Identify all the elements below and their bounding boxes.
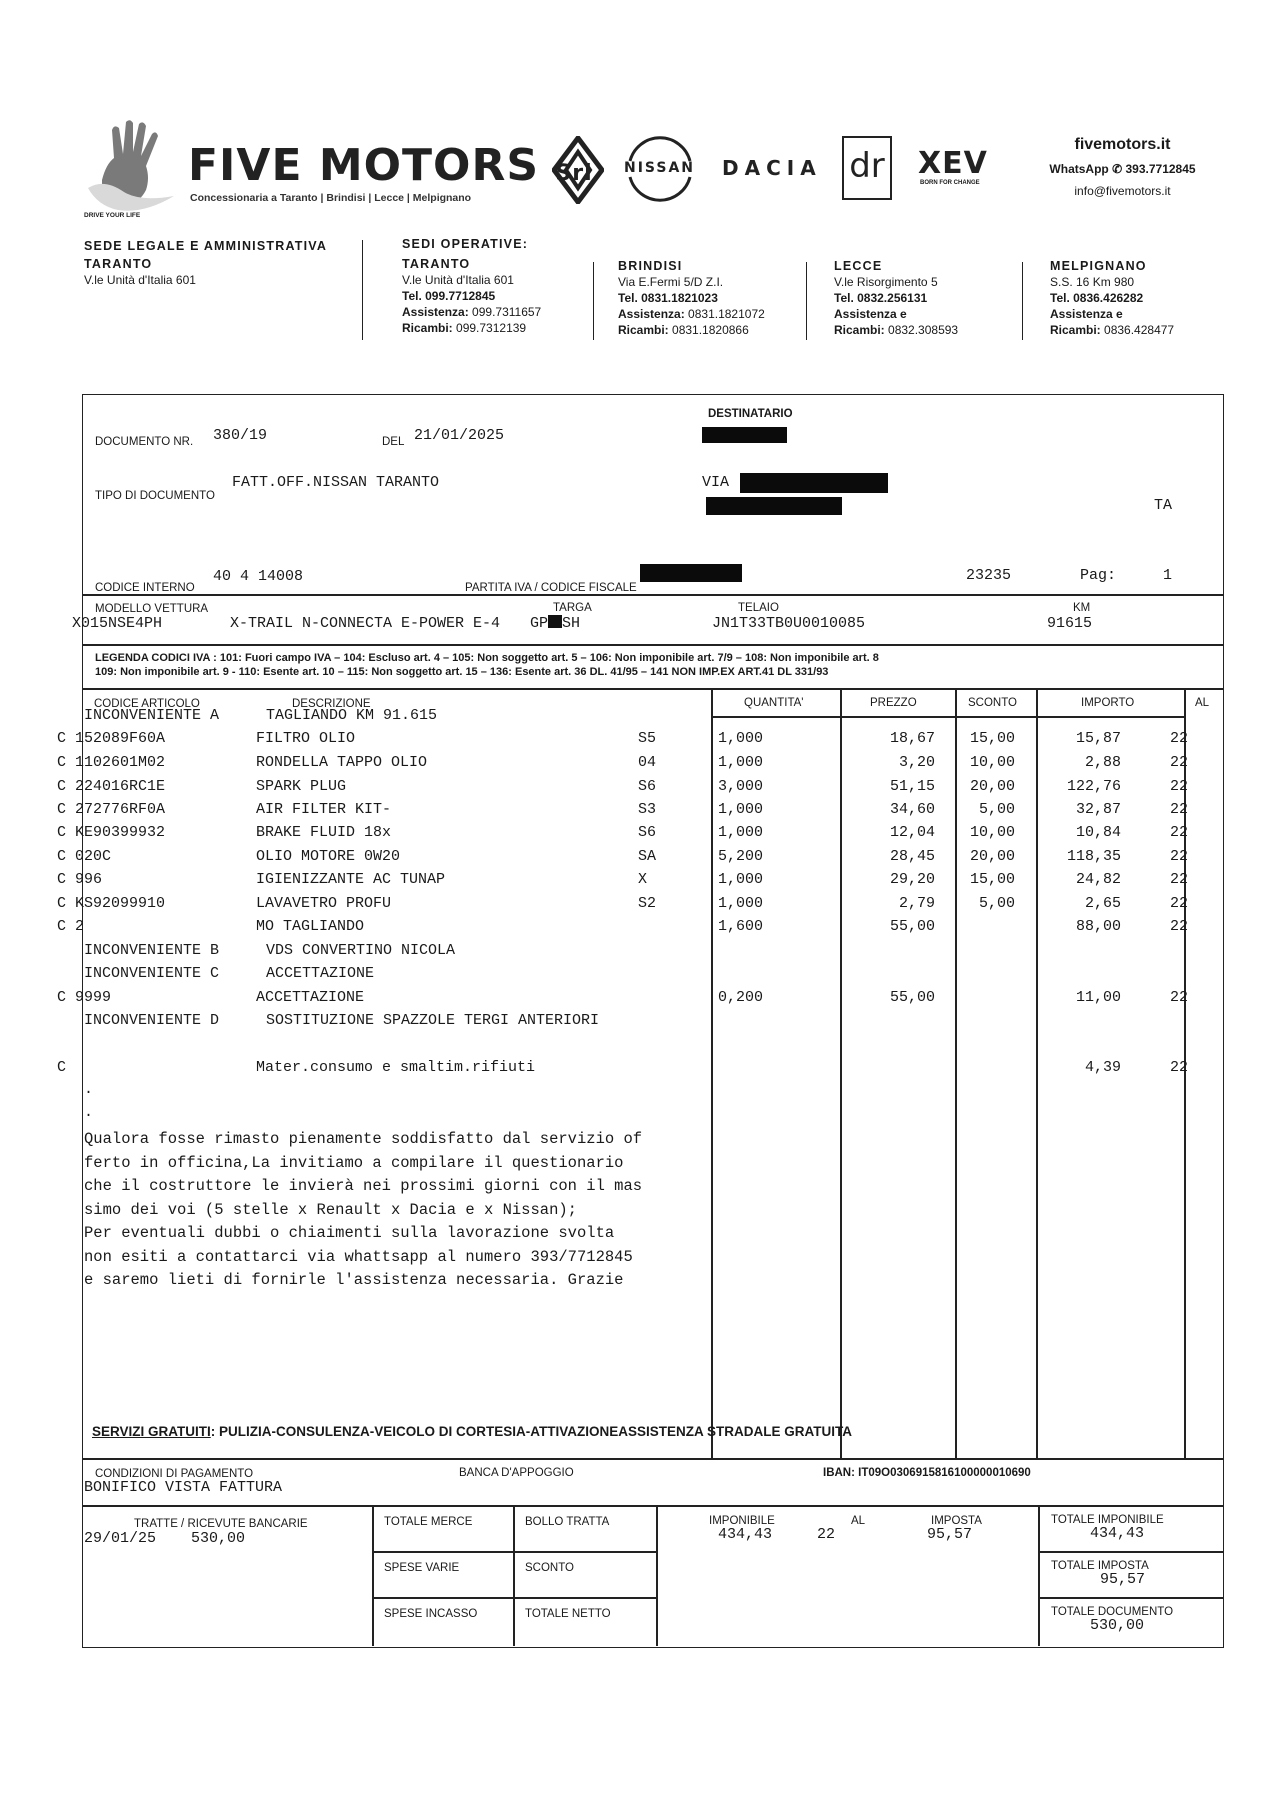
col-descrizione: DESCRIZIONE — [292, 698, 371, 710]
row-amount: 32,87 — [1075, 801, 1121, 818]
dr-logo — [842, 136, 892, 200]
al: 22 — [817, 1526, 836, 1543]
row-amount: 11,00 — [1075, 989, 1121, 1006]
row-discount: 5,00 — [978, 895, 1015, 912]
row-code: 224016RC1E — [75, 778, 166, 795]
customer-note: Qualora fosse rimasto pienamente soddisfatto dal servizio of ferto in officina,La invitiamo a compilare il questionario che il costruttore le invierà nei prossimi giorni con il mas simo dei voi (5 stelle x Renault x Dacia e x Nissan); Per eventuali dubbi o chiaimenti sulla lavorazione svolta non esiti a contattarci via whattsapp al numero 393/7712845 e saremo lieti di fornirle l'assistenza necessaria. Grazie — [84, 1130, 643, 1289]
targa-part-a: GP — [530, 615, 549, 632]
row-price: 18,67 — [889, 730, 935, 747]
lecce-city: LECCE — [834, 259, 883, 273]
servizi-gratuiti — [92, 1424, 852, 1439]
modello-code: X015NSE4PH — [72, 615, 163, 632]
lecce-address: V.le Risorgimento 5 — [834, 275, 938, 289]
motto: DRIVE YOUR LIFE — [84, 212, 141, 219]
row-price: 28,45 — [889, 848, 935, 865]
imposta: 95,57 — [927, 1526, 973, 1543]
modello-desc: X-TRAIL N-CONNECTA E-POWER E-4 — [230, 615, 501, 632]
codice-interno-label: CODICE INTERNO — [95, 582, 195, 594]
taranto-assist-label: Assistenza: — [402, 305, 469, 319]
row-code: 1102601M02 — [75, 754, 166, 771]
taranto-city: TARANTO — [402, 257, 471, 271]
row-desc: SPARK PLUG — [256, 778, 347, 795]
piva-label: PARTITA IVA / CODICE FISCALE — [465, 582, 637, 594]
row-price: 34,60 — [889, 801, 935, 818]
row-discount: 20,00 — [969, 848, 1015, 865]
destinatario-label: DESTINATARIO — [708, 408, 793, 420]
redaction — [702, 427, 787, 443]
company-name — [188, 140, 593, 191]
redaction — [740, 473, 888, 493]
doc-nr-label: DOCUMENTO NR. — [95, 436, 194, 448]
row-flag: C — [57, 871, 67, 888]
tratte-amount: 530,00 — [191, 1530, 246, 1547]
km-label: KM — [1073, 602, 1091, 614]
legend-line-2: 109: Non imponibile art. 9 - 110: Esente art. 10 – 115: Non soggetto art. 15 – 136: Esente art. 36 DL. 41/95 – 141 NON IMP.EX ART.41 DL 331/93 — [95, 666, 829, 678]
melpignano-city: MELPIGNANO — [1050, 259, 1147, 273]
row-al: 22 — [1170, 871, 1189, 888]
lecce-assist-label: Assistenza e — [834, 307, 907, 321]
imposta-label: IMPOSTA — [931, 1515, 982, 1527]
redaction — [548, 615, 562, 628]
whatsapp-label: WhatsApp — [1049, 162, 1109, 176]
row-desc: MO TAGLIANDO — [256, 918, 365, 935]
totale-documento-label: TOTALE DOCUMENTO — [1051, 1606, 1174, 1618]
row-flag: C — [57, 1059, 67, 1076]
tipo-label: TIPO DI DOCUMENTO — [95, 490, 215, 502]
row-desc: FILTRO OLIO — [256, 730, 356, 747]
row-iva: 04 — [638, 754, 657, 771]
doc-nr: 380/19 — [213, 427, 268, 444]
row-qty: 1,000 — [718, 754, 764, 771]
totale-imponibile-label: TOTALE IMPONIBILE — [1051, 1514, 1164, 1526]
row-amount: 15,87 — [1075, 730, 1121, 747]
row-qty: 5,200 — [718, 848, 764, 865]
row-iva: SA — [638, 848, 657, 865]
row-flag: C — [57, 918, 67, 935]
note-dot-2: . — [84, 1104, 94, 1121]
row-code: 9999 — [75, 989, 112, 1006]
office-melpignano — [1050, 258, 1174, 338]
condizioni: BONIFICO VISTA FATTURA — [84, 1479, 283, 1496]
row-qty: 3,000 — [718, 778, 764, 795]
row-amount: 4,39 — [1084, 1059, 1121, 1076]
dr-text: dr — [849, 146, 885, 186]
note-dot-1: . — [84, 1081, 94, 1098]
doc-date: 21/01/2025 — [414, 427, 505, 444]
row-price: 51,15 — [889, 778, 935, 795]
inconveniente-c: INCONVENIENTE C — [84, 965, 220, 982]
row-al: 22 — [1170, 824, 1189, 841]
row-amount: 2,65 — [1084, 895, 1121, 912]
row-flag: C — [57, 801, 67, 818]
row-desc: ACCETTAZIONE — [256, 989, 365, 1006]
taranto-tel: Tel. 099.7712845 — [402, 289, 496, 303]
row-code: 152089F60A — [75, 730, 166, 747]
row-discount: 15,00 — [969, 730, 1015, 747]
col-al: AL — [1195, 697, 1210, 709]
row-amount: 118,35 — [1066, 848, 1121, 865]
row-amount: 24,82 — [1075, 871, 1121, 888]
row-code: 996 — [75, 871, 103, 888]
inconveniente-b: INCONVENIENTE B — [84, 942, 220, 959]
row-iva: S6 — [638, 778, 657, 795]
row-price: 55,00 — [889, 918, 935, 935]
inconveniente-a: INCONVENIENTE A — [84, 707, 220, 724]
iban-label: IBAN: — [823, 1467, 855, 1479]
row-al: 22 — [1170, 848, 1189, 865]
brindisi-assist-label: Assistenza: — [618, 307, 685, 321]
al-label: AL — [851, 1515, 866, 1527]
row-flag: C — [57, 989, 67, 1006]
office-brindisi — [618, 258, 765, 338]
row-amount: 122,76 — [1066, 778, 1121, 795]
modello-label: MODELLO VETTURA — [95, 603, 209, 615]
targa — [530, 615, 580, 632]
email-link[interactable]: info@fivemotors.it — [1074, 184, 1171, 198]
melpignano-ricambi-label: Ricambi: — [1050, 323, 1101, 337]
row-amount: 2,88 — [1084, 754, 1121, 771]
row-iva: S5 — [638, 730, 657, 747]
tratte-label: TRATTE / RICEVUTE BANCARIE — [134, 1518, 308, 1530]
servizi-text: : PULIZIA-CONSULENZA-VEICOLO DI CORTESIA-ATTIVAZIONEASSISTENZA STRADALE GRATUITA — [210, 1424, 852, 1439]
imponibile: 434,43 — [718, 1526, 773, 1543]
brindisi-ricambi-label: Ricambi: — [618, 323, 669, 337]
row-qty: 1,600 — [718, 918, 764, 935]
totale-imponibile: 434,43 — [1090, 1525, 1145, 1542]
row-flag: C — [57, 778, 67, 795]
taranto-ricambi-label: Ricambi: — [402, 321, 453, 335]
company-suffix: Srl — [555, 161, 593, 186]
row-desc: OLIO MOTORE 0W20 — [256, 848, 401, 865]
row-iva: X — [638, 871, 648, 888]
office-legal — [84, 238, 327, 288]
row-desc: IGIENIZZANTE AC TUNAP — [256, 871, 446, 888]
renault-logo-icon — [552, 136, 604, 204]
row-iva: S2 — [638, 895, 657, 912]
totale-imposta-label: TOTALE IMPOSTA — [1051, 1560, 1149, 1572]
sconto-label: SCONTO — [525, 1562, 574, 1574]
melpignano-tel: Tel. 0836.426282 — [1050, 291, 1144, 305]
row-desc: LAVAVETRO PROFU — [256, 895, 392, 912]
row-qty: 1,000 — [718, 824, 764, 841]
row-price: 3,20 — [898, 754, 935, 771]
tagline: Concessionaria a Taranto | Brindisi | Lecce | Melpignano — [190, 192, 472, 204]
website-link[interactable]: fivemotors.it — [1074, 136, 1171, 153]
col-prezzo: PREZZO — [870, 697, 917, 709]
row-code: 272776RF0A — [75, 801, 166, 818]
legal-city: TARANTO — [84, 257, 153, 271]
col-importo: IMPORTO — [1081, 697, 1135, 709]
col-sconto: SCONTO — [968, 697, 1017, 709]
brindisi-address: Via E.Fermi 5/D Z.I. — [618, 275, 724, 289]
targa-part-b: SH — [562, 615, 581, 632]
province: TA — [1154, 497, 1173, 514]
inconveniente-c-desc: ACCETTAZIONE — [266, 965, 375, 982]
iban — [823, 1467, 1031, 1479]
tipo-documento: FATT.OFF.NISSAN TARANTO — [232, 474, 440, 491]
row-flag: C — [57, 754, 67, 771]
spese-incasso-label: SPESE INCASSO — [384, 1608, 478, 1620]
imponibile-label: IMPONIBILE — [709, 1515, 775, 1527]
row-amount: 10,84 — [1075, 824, 1121, 841]
row-al: 22 — [1170, 1059, 1189, 1076]
inconveniente-b-desc: VDS CONVERTINO NICOLA — [266, 942, 456, 959]
row-desc: RONDELLA TAPPO OLIO — [256, 754, 428, 771]
redaction — [640, 564, 742, 582]
melpignano-ricambi: 0836.428477 — [1104, 323, 1175, 337]
del-label: DEL — [382, 436, 405, 448]
cap: 23235 — [966, 567, 1012, 584]
office-lecce — [834, 258, 958, 338]
row-price: 29,20 — [889, 871, 935, 888]
row-discount: 5,00 — [978, 801, 1015, 818]
row-code: 2 — [75, 918, 85, 935]
totale-netto-label: TOTALE NETTO — [525, 1608, 611, 1620]
whatsapp-number: 393.7712845 — [1125, 162, 1196, 176]
row-code: KE90399932 — [75, 824, 166, 841]
row-al: 22 — [1170, 778, 1189, 795]
servizi-label: SERVIZI GRATUITI — [92, 1424, 211, 1439]
row-al: 22 — [1170, 918, 1189, 935]
row-qty: 1,000 — [718, 730, 764, 747]
legend-line-1: LEGENDA CODICI IVA : 101: Fuori campo IVA – 104: Escluso art. 4 – 105: Non soggetto art. 5 – 106: Non imponibile art. 7/9 – 108: Non imponibile art. 8 — [95, 652, 879, 664]
redaction — [706, 497, 842, 515]
melpignano-assist-label: Assistenza e — [1050, 307, 1123, 321]
brindisi-assist: 0831.1821072 — [688, 307, 765, 321]
col-quantita: QUANTITA' — [744, 697, 804, 709]
row-qty: 1,000 — [718, 895, 764, 912]
row-price: 55,00 — [889, 989, 935, 1006]
pag-label: Pag: — [1080, 567, 1117, 584]
iban-value: IT09O0306915816100000010690 — [858, 1467, 1031, 1479]
row-al: 22 — [1170, 801, 1189, 818]
row-desc: AIR FILTER KIT- — [256, 801, 392, 818]
whatsapp-icon: ✆ — [1112, 162, 1123, 176]
row-code: KS92099910 — [75, 895, 166, 912]
row-al: 22 — [1170, 895, 1189, 912]
condizioni-label: CONDIZIONI DI PAGAMENTO — [95, 1468, 254, 1480]
nissan-text: NISSAN — [624, 160, 696, 176]
row-code: 020C — [75, 848, 112, 865]
row-discount: 10,00 — [969, 824, 1015, 841]
row-iva: S3 — [638, 801, 657, 818]
row-desc: Mater.consumo e smaltim.rifiuti — [256, 1059, 536, 1076]
legal-title: SEDE LEGALE E AMMINISTRATIVA — [84, 239, 328, 253]
contacts — [1030, 136, 1215, 198]
taranto-ricambi: 099.7312139 — [456, 321, 527, 335]
brindisi-ricambi: 0831.1820866 — [672, 323, 749, 337]
row-amount: 88,00 — [1075, 918, 1121, 935]
totale-merce-label: TOTALE MERCE — [384, 1516, 473, 1528]
pag: 1 — [1163, 567, 1173, 584]
row-discount: 20,00 — [969, 778, 1015, 795]
row-qty: 1,000 — [718, 871, 764, 888]
row-discount: 15,00 — [969, 871, 1015, 888]
taranto-address: V.le Unità d'Italia 601 — [402, 273, 514, 287]
brindisi-tel: Tel. 0831.1821023 — [618, 291, 718, 305]
inconveniente-a-desc: TAGLIANDO KM 91.615 — [266, 707, 438, 724]
row-discount: 10,00 — [969, 754, 1015, 771]
col-codice: CODICE ARTICOLO — [94, 698, 200, 710]
lecce-ricambi: 0832.308593 — [888, 323, 959, 337]
lecce-tel: Tel. 0832.256131 — [834, 291, 928, 305]
row-desc: BRAKE FLUID 18x — [256, 824, 392, 841]
row-price: 12,04 — [889, 824, 935, 841]
whatsapp[interactable] — [1030, 162, 1215, 176]
operative-title: SEDI OPERATIVE: — [402, 237, 529, 251]
brindisi-city: BRINDISI — [618, 259, 683, 273]
row-al: 22 — [1170, 754, 1189, 771]
row-iva: S6 — [638, 824, 657, 841]
row-flag: C — [57, 824, 67, 841]
taranto-assist: 099.7311657 — [472, 305, 542, 319]
xev-motto: BORN FOR CHANGE — [920, 180, 980, 186]
banca-label: BANCA D'APPOGGIO — [459, 1467, 574, 1479]
telaio-label: TELAIO — [738, 602, 779, 614]
via-label: VIA — [702, 474, 730, 491]
hand-logo-icon — [84, 118, 184, 218]
spese-varie-label: SPESE VARIE — [384, 1562, 460, 1574]
xev-text: XEV — [918, 146, 988, 181]
totale-documento: 530,00 — [1090, 1617, 1145, 1634]
row-al: 22 — [1170, 730, 1189, 747]
row-al: 22 — [1170, 989, 1189, 1006]
row-flag: C — [57, 730, 67, 747]
bollo-label: BOLLO TRATTA — [525, 1516, 610, 1528]
inconveniente-d: INCONVENIENTE D — [84, 1012, 220, 1029]
company-name-text: FIVE MOTORS — [188, 140, 540, 191]
km: 91615 — [1047, 615, 1093, 632]
lecce-ricambi-label: Ricambi: — [834, 323, 885, 337]
row-qty: 0,200 — [718, 989, 764, 1006]
iva-legend — [95, 651, 879, 679]
row-price: 2,79 — [898, 895, 935, 912]
office-taranto — [402, 236, 541, 336]
codice-interno: 40 4 14008 — [213, 568, 304, 585]
totale-imposta: 95,57 — [1100, 1571, 1146, 1588]
row-flag: C — [57, 895, 67, 912]
telaio: JN1T33TB0U0010085 — [712, 615, 866, 632]
targa-label: TARGA — [553, 602, 592, 614]
inconveniente-d-desc: SOSTITUZIONE SPAZZOLE TERGI ANTERIORI — [266, 1012, 600, 1029]
tratte-date: 29/01/25 — [84, 1530, 157, 1547]
row-qty: 1,000 — [718, 801, 764, 818]
melpignano-address: S.S. 16 Km 980 — [1050, 275, 1135, 289]
row-flag: C — [57, 848, 67, 865]
legal-address: V.le Unità d'Italia 601 — [84, 273, 196, 287]
dacia-text: DACIA — [722, 156, 822, 180]
